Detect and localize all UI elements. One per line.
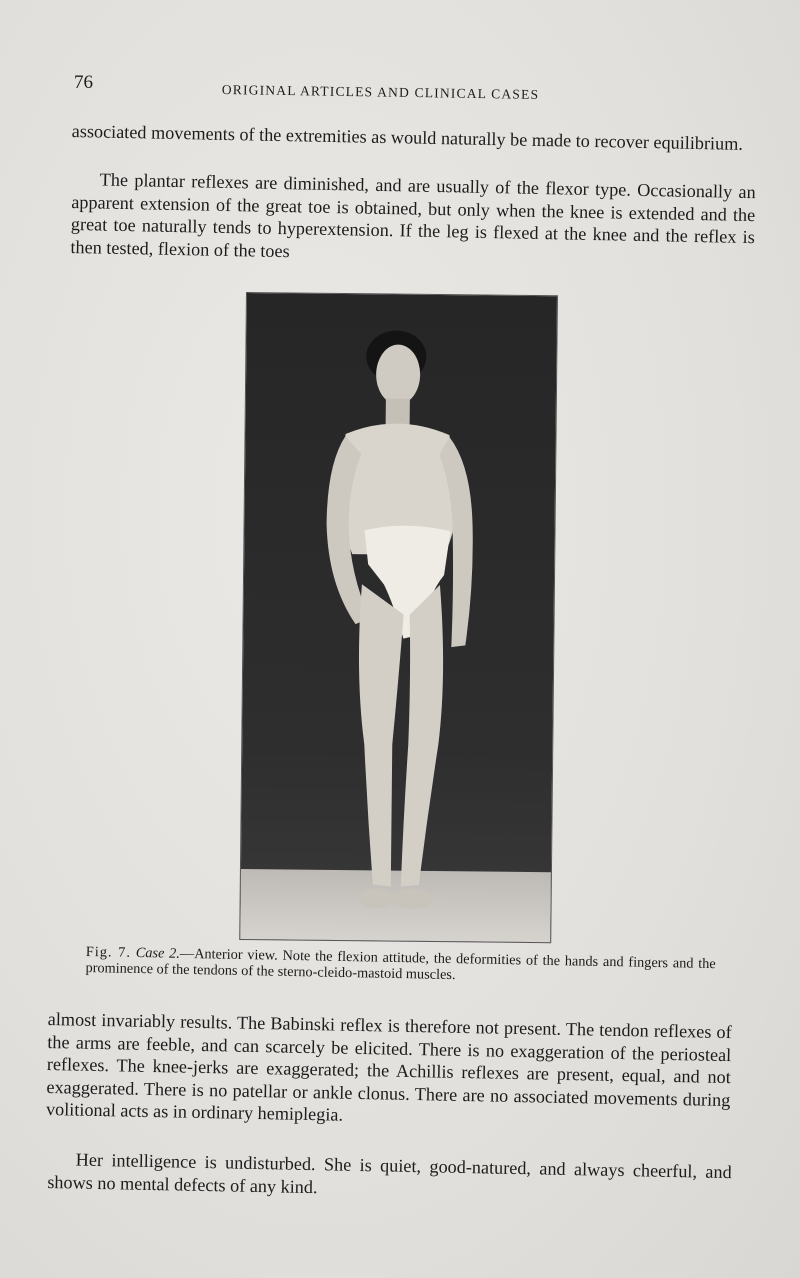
paragraph-intelligence: Her intelligence is undisturbed. She is quiet, good-natured, and always cheerful, and shows no mental defects of any kind. [47, 1149, 732, 1197]
figure-caption-text: —Anterior view. Note the flexion attitude, the deformities of the hands and fingers and the prominence of the tendons of the sterno-cleido-mastoid muscles. [85, 945, 716, 984]
figure-case-label: Case 2. [135, 944, 181, 962]
figure-label: Fig. 7. [85, 944, 132, 961]
running-head: ORIGINAL ARTICLES AND CLINICAL CASES [221, 82, 540, 102]
paragraph-reflexes: almost invariably results. The Babinski reflex is therefore not present. The tendon reflexes of the arms are feeble, and can scarcely be elicited. There is no exaggeration of the periosteal reflexes. The knee-jerks are exaggerated; the Achillis reflexes are present, equal, and not exaggerated. There is no patellar or ankle clonus. There are no associated movements during volitional acts as in ordinary hemiplegia. [45, 1008, 732, 1125]
patient-figure [240, 293, 557, 942]
page-number: 76 [74, 72, 93, 93]
figure-photograph [239, 292, 558, 943]
paragraph-continuation: associated movements of the extremities as would naturally be made to recover equilibrium. [71, 120, 744, 154]
paragraph-plantar-reflexes: The plantar reflexes are diminished, and are usually of the flexor type. Occasionally an apparent extension of the great toe is obtained, but only when the knee is extended and the great toe naturally tends to hyperextension. If the leg is flexed at the knee and the reflex is then tested, flexion of the toes [70, 169, 756, 261]
figure-caption [85, 944, 715, 988]
